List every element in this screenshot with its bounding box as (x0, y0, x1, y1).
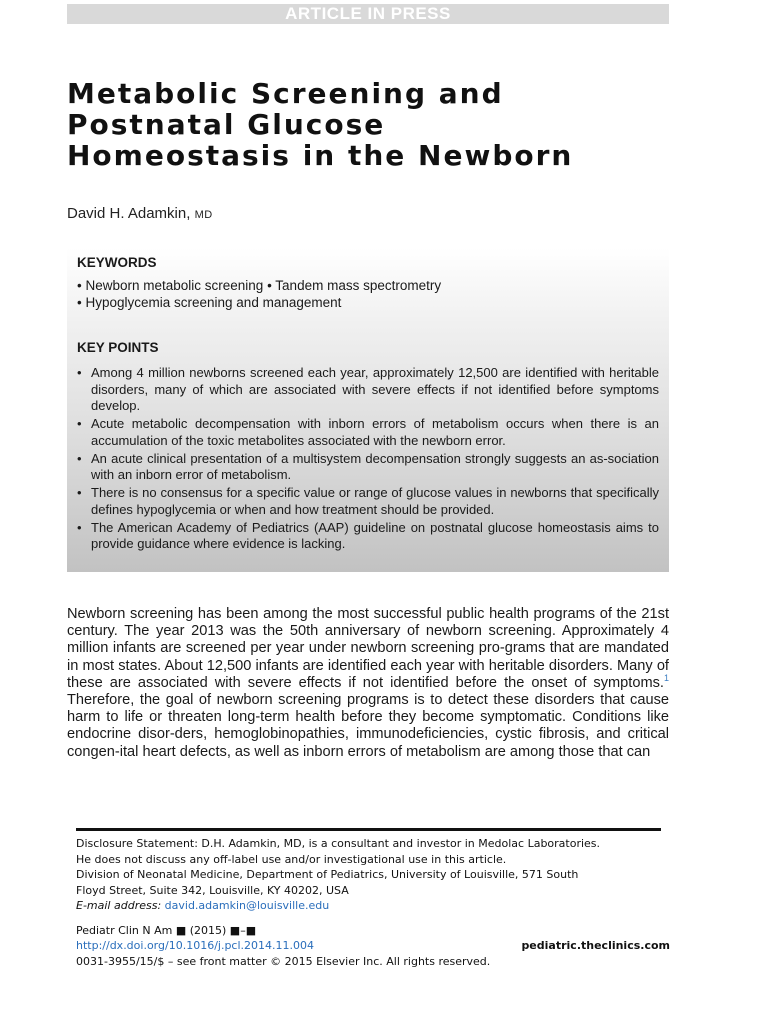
key-points-heading: KEY POINTS (77, 340, 159, 355)
body-paragraph (67, 606, 669, 761)
key-points-list (77, 365, 659, 553)
key-point-item: • There is no consensus for a specific value or range of glucose values in newborns that specifically defines hypoglycemia or when and how treatment should be provided. (77, 485, 659, 518)
article-in-press-banner: ARTICLE IN PRESS (67, 4, 669, 24)
keywords-list (77, 277, 659, 311)
footnote-divider (76, 828, 661, 831)
keyword-line: • Newborn metabolic screening • Tandem mass spectrometry (77, 278, 442, 293)
email-label: E-mail address: (76, 899, 162, 912)
journal-website[interactable]: pediatric.theclinics.com (521, 939, 670, 952)
reference-link-1[interactable]: 1 (663, 672, 669, 683)
doi-link[interactable]: http://dx.doi.org/10.1016/j.pcl.2014.11.004 (76, 939, 315, 952)
keywords-keypoints-box (67, 248, 669, 572)
journal-citation: Pediatr Clin N Am ■ (2015) ■–■ (76, 923, 257, 937)
body-text-part: Therefore, the goal of newborn screening programs is to detect these disorders that cause harm to life or threaten long-term health before they become symptomatic. Conditions like endocrine disor-ders, hemoglobinopathies, immunodeficiencies, cystic fibrosis, and critical congen-ital heart defects, as well as inborn errors of metabolism are among those that can (67, 692, 669, 760)
copyright-line: 0031-3955/15/$ – see front matter © 2015 Elsevier Inc. All rights reserved. (76, 954, 491, 968)
key-point-item: • The American Academy of Pediatrics (AAP) guideline on postnatal glucose homeostasis aims to provide guidance where evidence is lacking. (77, 520, 659, 553)
affiliation: Floyd Street, Suite 342, Louisville, KY 40202, USA (76, 883, 349, 897)
title-line: Metabolic Screening and (67, 77, 504, 110)
disclosure-statement: He does not discuss any off-label use and/or investigational use in this article. (76, 852, 507, 866)
key-point-item: • Acute metabolic decompensation with inborn errors of metabolism occurs when there is an accumulation of the toxic metabolites associated with the newborn error. (77, 416, 659, 449)
footnotes (76, 836, 670, 969)
title-line: Homeostasis in the Newborn (67, 139, 574, 172)
author-byline (67, 205, 213, 222)
journal-info (76, 923, 670, 970)
keywords-heading: KEYWORDS (77, 255, 157, 270)
key-point-item: • Among 4 million newborns screened each year, approximately 12,500 are identified with heritable disorders, many of which are associated with severe effects if not identified before symptoms develop. (77, 365, 659, 415)
keyword-line: • Hypoglycemia screening and management (77, 295, 342, 310)
key-point-item: • An acute clinical presentation of a multisystem decompensation strongly suggests an as-sociation with an inborn error of metabolism. (77, 451, 659, 484)
affiliation: Division of Neonatal Medicine, Department of Pediatrics, University of Louisville, 571 South (76, 868, 579, 881)
disclosure-statement: Disclosure Statement: D.H. Adamkin, MD, is a consultant and investor in Medolac Laboratories. (76, 837, 601, 850)
email-link[interactable]: david.adamkin@louisville.edu (164, 899, 330, 912)
article-title (67, 78, 687, 171)
author-degree: MD (194, 209, 213, 221)
body-text-part: Newborn screening has been among the most successful public health programs of the 21st century. The year 2013 was the 50th anniversary of newborn screening. Approximately 4 million infants are screened per year under newborn screening pro-grams that are mandated in most states. About 12,500 infants are identified each year with heritable disorders. Many of these are associated with severe effects if not identified before the onset of symptoms. (67, 606, 669, 691)
author-name: David H. Adamkin, (67, 205, 191, 222)
title-line: Postnatal Glucose (67, 108, 386, 141)
email-line (76, 898, 670, 914)
